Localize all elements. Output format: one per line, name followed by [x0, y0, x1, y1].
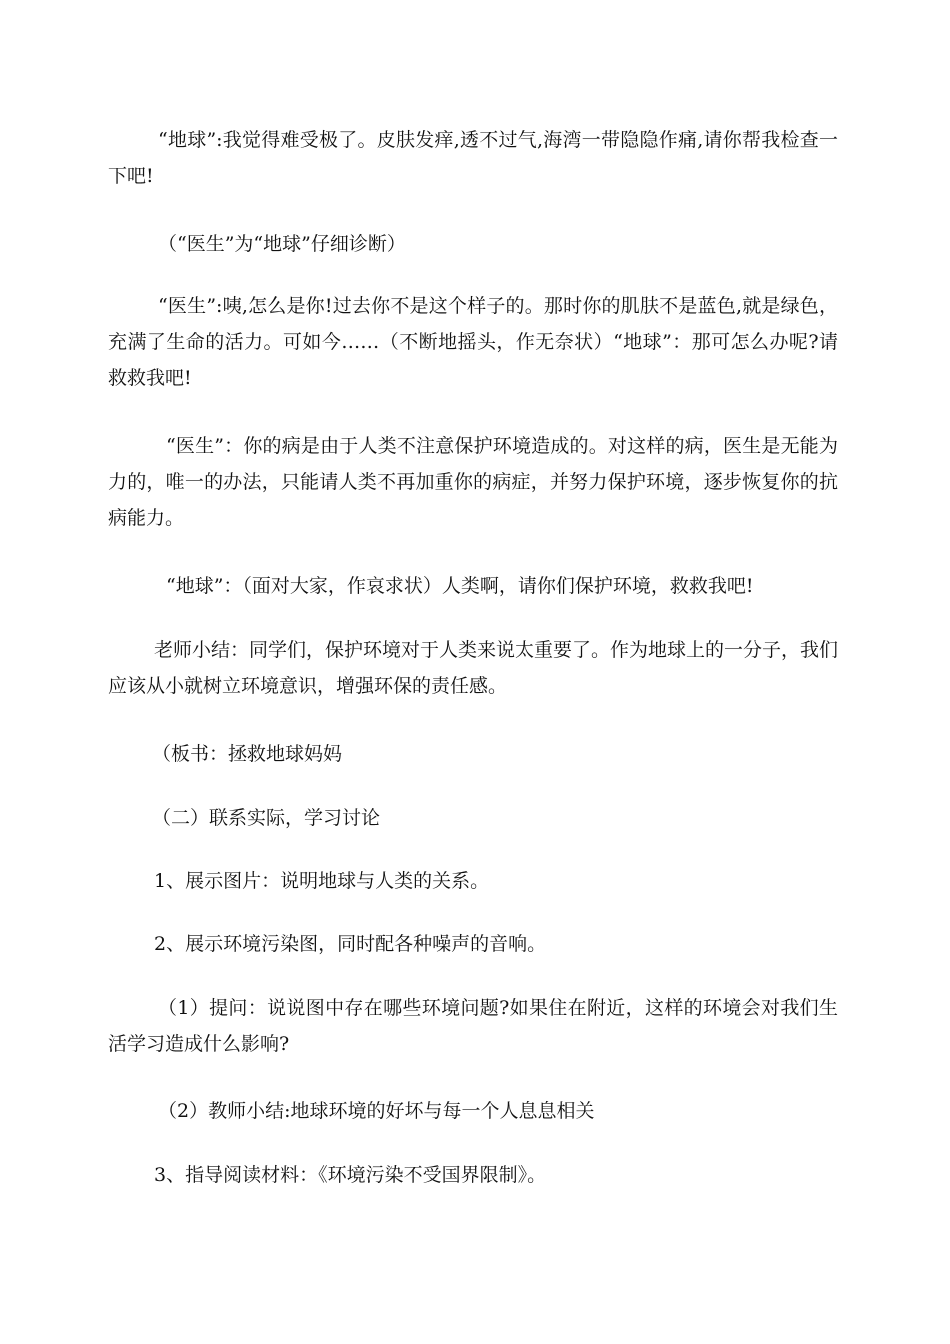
- list-item-reading-material: 3、指导阅读材料：《环境污染不受国界限制》。: [154, 1164, 547, 1186]
- paragraph-teacher-summary: 老师小结：同学们，保护环境对于人类来说太重要了。作为地球上的一分子，我们应该从小就树立环境意识，增强环保的责任感。: [108, 639, 839, 697]
- list-item-show-pictures: 1、展示图片：说明地球与人类的关系。: [154, 870, 490, 892]
- paragraph-earth-complaint: “地球”:我觉得难受极了。皮肤发痒,透不过气,海湾一带隐隐作痛,请你帮我检查一下吧!: [108, 129, 838, 187]
- section-heading-discussion: （二）联系实际，学习讨论: [152, 807, 381, 829]
- sub-item-teacher-summary: （2）教师小结:地球环境的好坏与每一个人息息相关: [158, 1100, 595, 1122]
- paragraph-doctor-surprise: “医生”:咦,怎么是你!过去你不是这个样子的。那时你的肌肤不是蓝色,就是绿色，充满了生命的活力。可如今……（不断地摇头，作无奈状）“地球”：那可怎么办呢?请救救我吧!: [108, 295, 838, 389]
- paragraph-earth-plea: “地球”：（面对大家，作哀求状）人类啊，请你们保护环境，救救我吧!: [166, 575, 754, 597]
- sub-item-question: （1）提问：说说图中存在哪些环境问题?如果住在附近，这样的环境会对我们生活学习造成什么影响?: [108, 997, 838, 1055]
- list-item-pollution-images: 2、展示环境污染图，同时配各种噪声的音响。: [154, 933, 547, 955]
- paragraph-board-note: （板书：拯救地球妈妈: [152, 743, 343, 765]
- paragraph-doctor-explanation: “医生”：你的病是由于人类不注意保护环境造成的。对这样的病，医生是无能为力的，唯一的办法，只能请人类不再加重你的病症，并努力保护环境，逐步恢复你的抗病能力。: [108, 435, 838, 529]
- paragraph-doctor-diagnosis: （“医生”为“地球”仔细诊断）: [158, 233, 406, 255]
